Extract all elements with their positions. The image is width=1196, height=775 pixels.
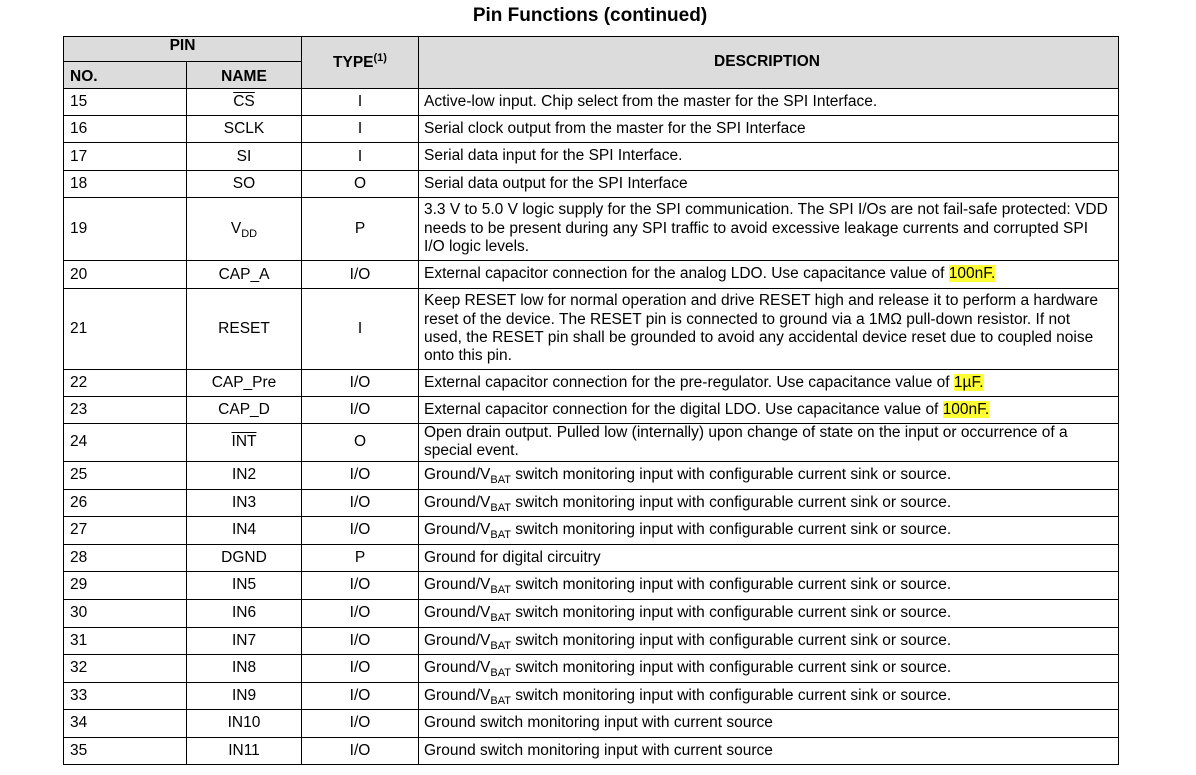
pin-name: $\overline{INT}$	[231, 433, 257, 451]
table-row	[64, 198, 1119, 261]
pin-name: IN4	[231, 521, 257, 539]
pin-name-cell	[187, 544, 302, 571]
pin-name-cell	[187, 116, 302, 143]
pin-name-cell	[187, 370, 302, 397]
pin-description	[419, 489, 1119, 516]
pin-name: IN3	[231, 493, 257, 511]
table-body	[64, 89, 1119, 765]
pin-type: P	[302, 544, 419, 571]
pin-type: O	[302, 171, 419, 198]
table-row	[64, 544, 1119, 571]
pin-type: I/O	[302, 261, 419, 289]
pin-number: 16	[64, 116, 187, 143]
table-row	[64, 709, 1119, 737]
pin-name-cell	[187, 89, 302, 116]
pin-number: 15	[64, 89, 187, 116]
description-prefix: Ground/V	[424, 493, 491, 511]
pin-number: 20	[64, 261, 187, 289]
pin-name-cell	[187, 461, 302, 489]
pin-type: I/O	[302, 627, 419, 654]
pin-number: 19	[64, 198, 187, 261]
page-title: Pin Functions (continued)	[472, 5, 708, 26]
pin-number: 27	[64, 516, 187, 544]
pin-name: IN2	[231, 466, 257, 484]
pin-name: RESET	[218, 320, 270, 337]
description-header: DESCRIPTION	[419, 37, 1119, 89]
description-subscript: BAT	[490, 529, 511, 542]
type-footnote-ref: (1)	[373, 51, 387, 64]
pin-number: 26	[64, 489, 187, 516]
table-row	[64, 89, 1119, 116]
pin-type: P	[302, 198, 419, 261]
pin-number: 35	[64, 737, 187, 764]
pin-number: 25	[64, 461, 187, 489]
pin-number: 33	[64, 682, 187, 709]
table-row	[64, 261, 1119, 289]
pin-name-cell	[187, 424, 302, 462]
pin-type: I/O	[302, 682, 419, 709]
pin-number: 28	[64, 544, 187, 571]
pin-description	[419, 516, 1119, 544]
description-text: External capacitor connection for the digital LDO. Use capacitance value of	[424, 400, 943, 418]
pin-type: I/O	[302, 397, 419, 424]
pin-name: IN10	[227, 714, 261, 732]
table-row	[64, 516, 1119, 544]
pin-name: IN9	[231, 686, 257, 704]
pin-type: I/O	[302, 737, 419, 764]
highlighted-value: 100nF.	[948, 265, 996, 283]
pin-description	[419, 143, 1119, 171]
description-subscript: BAT	[490, 694, 511, 707]
pin-description	[419, 198, 1119, 261]
pin-name: CAP_A	[218, 265, 270, 283]
description-subscript: BAT	[490, 667, 511, 680]
description-text: Keep RESET low for normal operation and drive RESET high and release it to perform a hardware reset of the device. The RESET pin is connected to ground via a 1MΩ pull-down resistor. If not used, the RESET pin shall be grounded to avoid any accidental device reset due to coupled noise onto this pin.	[424, 292, 1099, 365]
pin-name: IN7	[231, 631, 257, 649]
pin-name-cell	[187, 397, 302, 424]
table-row	[64, 370, 1119, 397]
pin-name: IN8	[231, 659, 257, 677]
pin-name-cell	[187, 289, 302, 370]
pin-name-subscript: DD	[241, 228, 258, 241]
pin-type: I	[302, 89, 419, 116]
pin-name: CAP_D	[218, 401, 270, 418]
pin-name-cell	[187, 198, 302, 261]
description-text: switch monitoring input with configurable current sink or source.	[510, 521, 952, 539]
pin-type: I/O	[302, 599, 419, 627]
description-text: Serial data input for the SPI Interface.	[424, 147, 683, 165]
pin-type: I/O	[302, 571, 419, 599]
pin-description	[419, 654, 1119, 682]
description-text: switch monitoring input with configurable current sink or source.	[510, 686, 952, 704]
description-prefix: Ground/V	[424, 466, 491, 484]
pin-name: V	[230, 220, 242, 237]
description-text: 3.3 V to 5.0 V logic supply for the SPI communication. The SPI I/Os are not fail-safe protected: VDD needs to be present during any SPI traffic to avoid excessive leakage currents and corrupted SPI I/O logic levels.	[424, 201, 1108, 256]
table-row	[64, 143, 1119, 171]
pin-description	[419, 682, 1119, 709]
table-row	[64, 599, 1119, 627]
table-row	[64, 737, 1119, 764]
description-prefix: Ground/V	[424, 604, 491, 622]
description-subscript: BAT	[490, 474, 511, 487]
description-text: switch monitoring input with configurable current sink or source.	[510, 466, 952, 484]
table-row	[64, 627, 1119, 654]
table-row	[64, 571, 1119, 599]
pin-name-cell	[187, 737, 302, 764]
table-row	[64, 397, 1119, 424]
description-text: switch monitoring input with configurable current sink or source.	[510, 604, 952, 622]
pin-number: 17	[64, 143, 187, 171]
pin-name-cell	[187, 627, 302, 654]
highlighted-value: 100nF.	[942, 400, 990, 418]
pin-name-cell	[187, 143, 302, 171]
no-header: NO.	[64, 62, 187, 89]
pin-name: DGND	[221, 548, 267, 566]
pin-type: I/O	[302, 654, 419, 682]
description-subscript: BAT	[490, 612, 511, 625]
pin-number: 24	[64, 424, 187, 462]
description-text: External capacitor connection for the analog LDO. Use capacitance value of	[424, 265, 949, 283]
description-text: switch monitoring input with configurable current sink or source.	[510, 576, 952, 594]
pin-name-cell	[187, 171, 302, 198]
pin-number: 30	[64, 599, 187, 627]
pin-number: 18	[64, 171, 187, 198]
description-text: Ground for digital circuitry	[424, 548, 601, 566]
description-text: Serial data output for the SPI Interface	[424, 174, 688, 192]
pin-name-cell	[187, 654, 302, 682]
table-row	[64, 654, 1119, 682]
table-row	[64, 461, 1119, 489]
description-text: switch monitoring input with configurable current sink or source.	[510, 659, 952, 677]
pin-number: 29	[64, 571, 187, 599]
description-subscript: BAT	[490, 584, 511, 597]
pin-description	[419, 571, 1119, 599]
type-header-label: TYPE	[333, 53, 374, 71]
table-row	[64, 424, 1119, 462]
pin-number: 32	[64, 654, 187, 682]
pin-name-cell	[187, 516, 302, 544]
pin-number: 31	[64, 627, 187, 654]
pin-name-cell	[187, 682, 302, 709]
description-text: Active-low input. Chip select from the master for the SPI Interface.	[424, 92, 878, 110]
pin-name: SI	[236, 147, 252, 165]
description-prefix: Ground/V	[424, 521, 491, 539]
pin-type: I/O	[302, 489, 419, 516]
pin-name: IN11	[228, 741, 260, 759]
pin-type: I/O	[302, 461, 419, 489]
pin-description	[419, 397, 1119, 424]
pin-description	[419, 424, 1119, 462]
table-row	[64, 171, 1119, 198]
pin-name-cell	[187, 571, 302, 599]
pin-type: I/O	[302, 370, 419, 397]
description-text: Serial clock output from the master for the SPI Interface	[424, 119, 806, 137]
description-subscript: BAT	[490, 501, 511, 514]
description-text: switch monitoring input with configurable current sink or source.	[510, 631, 952, 649]
pin-name-cell	[187, 599, 302, 627]
highlighted-value: 1µF.	[953, 373, 984, 391]
description-text: External capacitor connection for the pre-regulator. Use capacitance value of	[424, 373, 954, 391]
pin-description	[419, 171, 1119, 198]
pin-number: 22	[64, 370, 187, 397]
description-text: Open drain output. Pulled low (internally) upon change of state on the input or occurrence of a special event.	[424, 424, 1068, 460]
description-subscript: BAT	[490, 639, 511, 652]
pin-name: SCLK	[223, 120, 265, 137]
pin-type: I	[302, 116, 419, 143]
pin-name-cell	[187, 709, 302, 737]
pin-name: CAP_Pre	[211, 374, 277, 391]
description-prefix: Ground/V	[424, 576, 491, 594]
pin-description	[419, 289, 1119, 370]
pin-functions-table	[63, 36, 1119, 765]
pin-name: IN6	[231, 604, 257, 622]
type-header	[302, 37, 419, 89]
description-text: Ground switch monitoring input with current source	[424, 741, 773, 759]
description-prefix: Ground/V	[424, 631, 491, 649]
pin-name-cell	[187, 489, 302, 516]
pin-number: 23	[64, 397, 187, 424]
pin-description	[419, 544, 1119, 571]
pin-name: IN5	[231, 576, 257, 594]
pin-description	[419, 116, 1119, 143]
pin-description	[419, 461, 1119, 489]
table-row	[64, 682, 1119, 709]
pin-type: I/O	[302, 516, 419, 544]
pin-description	[419, 709, 1119, 737]
name-header: NAME	[187, 62, 302, 89]
pin-description	[419, 627, 1119, 654]
table-row	[64, 489, 1119, 516]
pin-type: I	[302, 143, 419, 171]
pin-name: SO	[232, 175, 256, 192]
pin-number: 34	[64, 709, 187, 737]
pin-type: I	[302, 289, 419, 370]
description-text: switch monitoring input with configurable current sink or source.	[510, 493, 952, 511]
pin-description	[419, 370, 1119, 397]
pin-type: O	[302, 424, 419, 462]
table-row	[64, 289, 1119, 370]
description-prefix: Ground/V	[424, 659, 491, 677]
description-text: Ground switch monitoring input with current source	[424, 714, 773, 732]
pin-description	[419, 599, 1119, 627]
table-row	[64, 116, 1119, 143]
pin-number: 21	[64, 289, 187, 370]
pin-name: $\overline{CS}$	[233, 93, 255, 110]
pin-group-header: PIN	[64, 37, 302, 62]
pin-description	[419, 89, 1119, 116]
pin-description	[419, 261, 1119, 289]
pin-type: I/O	[302, 709, 419, 737]
pin-name-cell	[187, 261, 302, 289]
pin-description	[419, 737, 1119, 764]
description-prefix: Ground/V	[424, 686, 491, 704]
